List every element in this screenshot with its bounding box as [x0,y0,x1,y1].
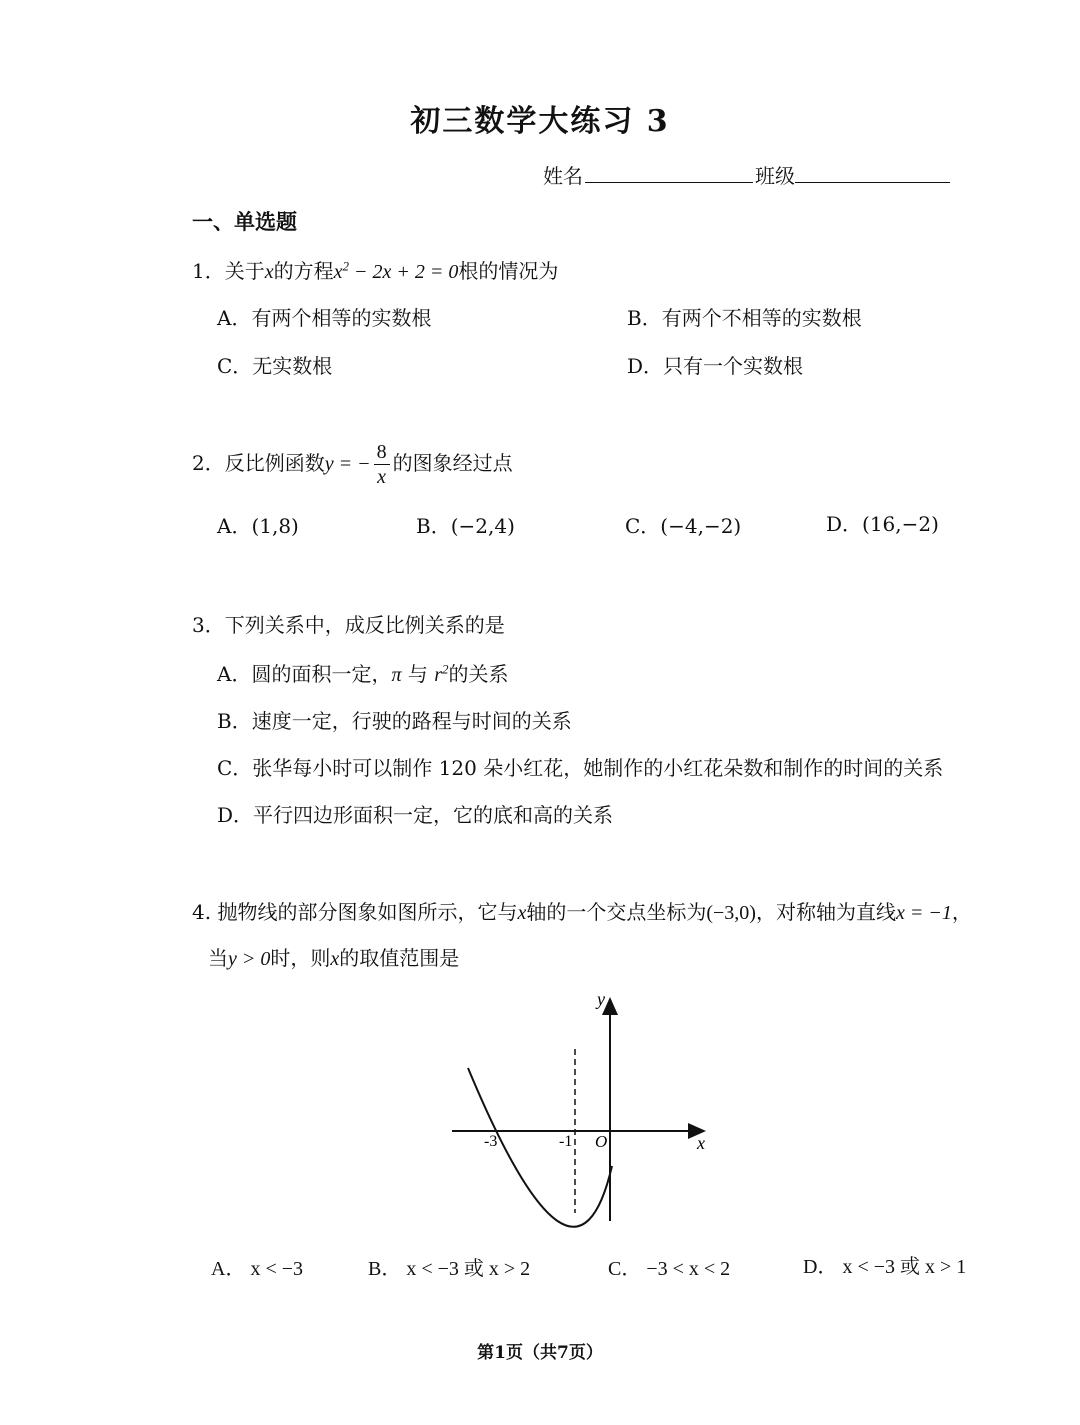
q4-option-d[interactable]: D． x < −3 或 x > 1 [803,1256,967,1278]
q3-option-a-pi: π [391,664,402,686]
q1-text-mid: 的方程 [273,259,334,283]
section-heading: 一、单选题 [192,209,297,234]
q4-option-b[interactable]: B． x < −3 或 x > 2 [368,1258,531,1280]
q2-text-pre: 反比例函数 [224,451,325,475]
q1-option-b[interactable]: B．有两个不相等的实数根 [627,306,862,330]
q4-line2-mid: 时，则 [270,946,331,970]
q4-option-a[interactable]: A． x < −3 [211,1258,304,1280]
tick-label-neg1: -1 [559,1133,573,1150]
q3-option-a-r-squared: $r^2$ [434,661,449,686]
name-field[interactable] [585,160,753,183]
q1-option-c[interactable]: C．无实数根 [217,354,333,378]
class-field[interactable] [795,160,950,183]
question-4-line-2 [208,942,459,971]
q4-intersection-point: (−3,0) [706,902,756,924]
q2-option-b[interactable]: B．(−2,4) [416,514,515,538]
q2-fraction-denominator: x [377,466,387,488]
q2-option-c[interactable]: C．(−4,−2) [625,514,742,538]
q2-option-d[interactable]: D．(16,−2) [826,512,939,536]
parabola-figure [440,985,730,1230]
question-4-line-1 [192,896,972,925]
q2-function-lhs: y = − [324,453,371,475]
q1-option-d[interactable]: D．只有一个实数根 [627,354,804,378]
q2-text-post: 的图象经过点 [392,451,513,475]
q2-fraction-numerator: 8 [374,440,390,465]
q1-option-a[interactable]: A．有两个相等的实数根 [217,306,432,330]
q4-text-mid2: ，对称轴为直线 [755,900,896,924]
q4-line2-post: 的取值范围是 [339,946,460,970]
q4-line2-var: x [330,948,340,970]
name-label: 姓名 [543,164,583,188]
q1-variable: x [264,261,274,283]
q3-option-a-mid: 与 [401,662,435,686]
q2-fraction [374,440,390,489]
q4-text-end: ， [951,900,972,924]
q3-option-c[interactable]: C．张华每小时可以制作 120 朵小红花，她制作的小红花朵数和制作的时间的关系 [217,756,944,780]
q2-option-a[interactable]: A．(1,8) [217,514,299,538]
tick-label-neg3: -3 [484,1133,498,1150]
question-2 [192,440,513,489]
q4-condition: y > 0 [228,948,271,970]
question-1 [192,255,558,284]
y-axis-label: y [597,989,605,1009]
q1-text-pre: 关于 [224,259,265,283]
q1-number: 1． [192,259,225,283]
q1-text-post: 根的情况为 [458,259,559,283]
q3-option-b[interactable]: B．速度一定，行驶的路程与时间的关系 [217,709,572,733]
q4-axis-var: x [517,902,527,924]
class-label: 班级 [755,164,795,188]
q3-option-a-post: 的关系 [448,662,509,686]
origin-label: O [595,1132,608,1151]
question-3: 3．下列关系中，成反比例关系的是 [192,613,505,637]
q4-line2-pre: 当 [208,946,228,970]
q4-option-c[interactable]: C． −3 < x < 2 [608,1258,731,1280]
q3-option-a[interactable] [217,658,509,687]
q1-equation: $x^2 - 2x + 2 = 0$ [333,258,459,283]
q3-option-a-pre: A．圆的面积一定， [217,662,392,686]
q4-text-mid: 轴的一个交点坐标为 [526,900,707,924]
q4-axis-equation: x = −1 [895,902,952,924]
page-title: 初三数学大练习 3 [410,104,670,139]
q2-number: 2． [192,451,225,475]
q3-option-d[interactable]: D．平行四边形面积一定，它的底和高的关系 [217,803,614,827]
page-footer: 第1页（共7页） [477,1343,603,1363]
q4-text-pre: 4. 抛物线的部分图象如图所示，它与 [192,900,518,924]
x-axis-label: x [697,1133,705,1153]
